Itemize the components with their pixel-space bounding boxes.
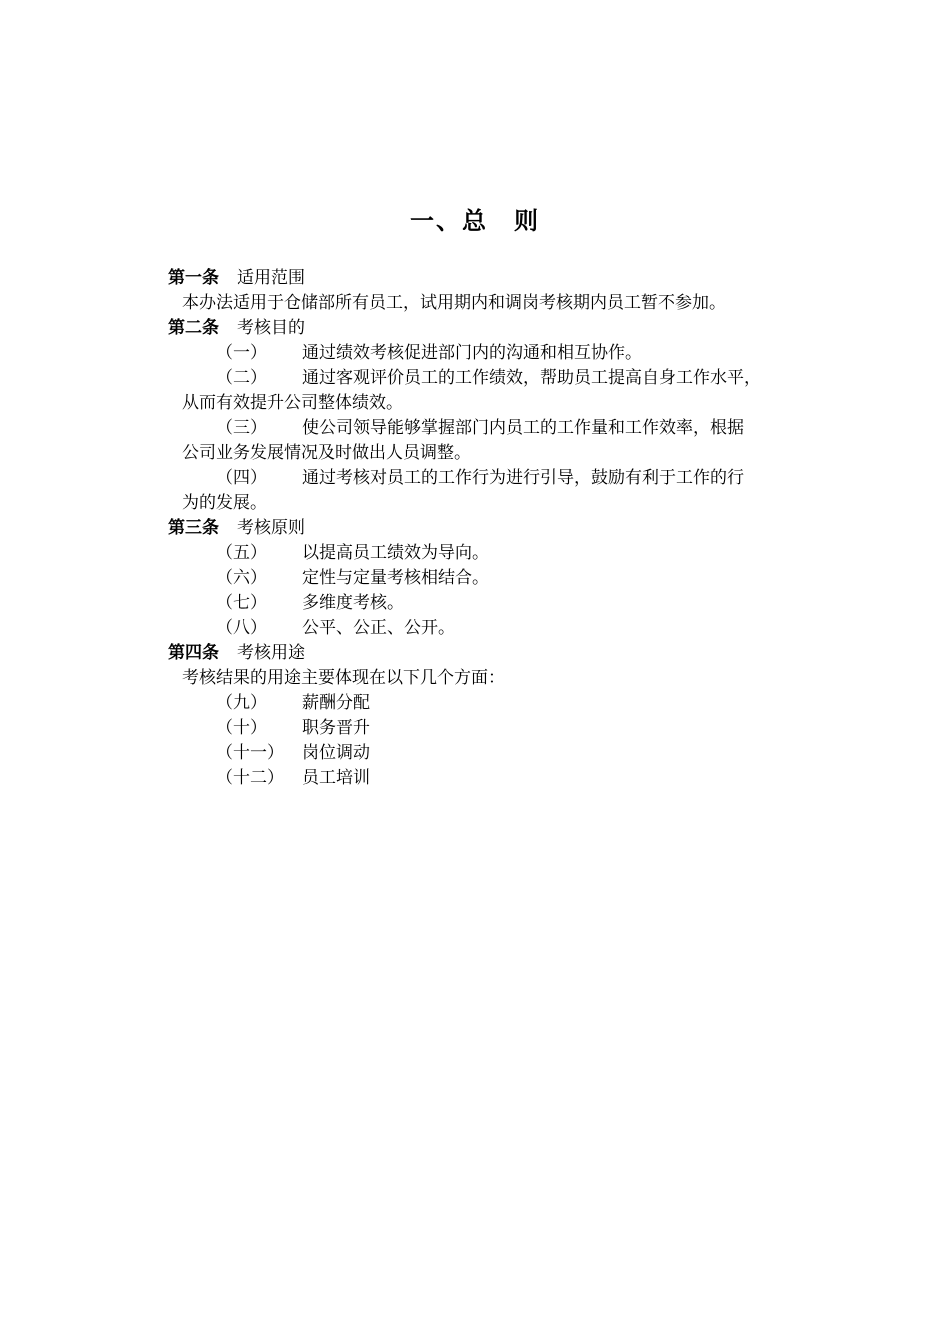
list-item [168, 416, 818, 441]
list-item [168, 466, 818, 491]
item-text: 以提高员工绩效为导向。 [302, 543, 489, 563]
article-label: 第二条 [168, 318, 219, 338]
list-item [168, 741, 818, 766]
item-text: 薪酬分配 [302, 693, 370, 713]
list-item [168, 691, 818, 716]
item-number: （十） [216, 718, 267, 738]
article-4-heading [168, 641, 818, 666]
item-number: （九） [216, 693, 267, 713]
document-body [168, 266, 818, 791]
article-1-heading [168, 266, 818, 291]
article-1-intro: 本办法适用于仓储部所有员工，试用期内和调岗考核期内员工暂不参加。 [182, 293, 726, 313]
article-label: 第一条 [168, 268, 219, 288]
item-number: （一） [216, 343, 267, 363]
item-text: 通过绩效考核促进部门内的沟通和相互协作。 [302, 343, 642, 363]
item-number: （三） [216, 418, 267, 438]
item-number: （四） [216, 468, 267, 488]
article-3-heading [168, 516, 818, 541]
item-number: （六） [216, 568, 267, 588]
item-text: 通过考核对员工的工作行为进行引导，鼓励有利于工作的行 [302, 468, 744, 488]
article-topic: 考核用途 [237, 643, 305, 663]
item-number: （十二） [216, 768, 284, 788]
item-number: （十一） [216, 743, 284, 763]
list-item [168, 541, 818, 566]
item-text: 岗位调动 [302, 743, 370, 763]
list-item [168, 366, 818, 391]
article-label: 第四条 [168, 643, 219, 663]
item-number: （七） [216, 593, 267, 613]
item-number: （八） [216, 618, 267, 638]
item-text: 使公司领导能够掌握部门内员工的工作量和工作效率，根据 [302, 418, 744, 438]
item-text: 公平、公正、公开。 [302, 618, 455, 638]
item-text: 员工培训 [302, 768, 370, 788]
page-title: 一、总 则 [410, 207, 540, 235]
item-continuation: 公司业务发展情况及时做出人员调整。 [182, 443, 471, 463]
article-topic: 考核目的 [237, 318, 305, 338]
item-continuation: 为的发展。 [182, 493, 267, 513]
article-label: 第三条 [168, 518, 219, 538]
list-item [168, 591, 818, 616]
list-item [168, 616, 818, 641]
item-number: （二） [216, 368, 267, 388]
list-item [168, 716, 818, 741]
item-text: 多维度考核。 [302, 593, 404, 613]
article-topic: 考核原则 [237, 518, 305, 538]
item-text: 定性与定量考核相结合。 [302, 568, 489, 588]
article-topic: 适用范围 [237, 268, 305, 288]
list-item [168, 341, 818, 366]
item-text: 通过客观评价员工的工作绩效，帮助员工提高自身工作水平， [302, 368, 761, 388]
item-continuation: 从而有效提升公司整体绩效。 [182, 393, 403, 413]
list-item [168, 566, 818, 591]
list-item [168, 766, 818, 791]
article-4-intro: 考核结果的用途主要体现在以下几个方面： [182, 668, 505, 688]
item-number: （五） [216, 543, 267, 563]
article-2-heading [168, 316, 818, 341]
item-text: 职务晋升 [302, 718, 370, 738]
